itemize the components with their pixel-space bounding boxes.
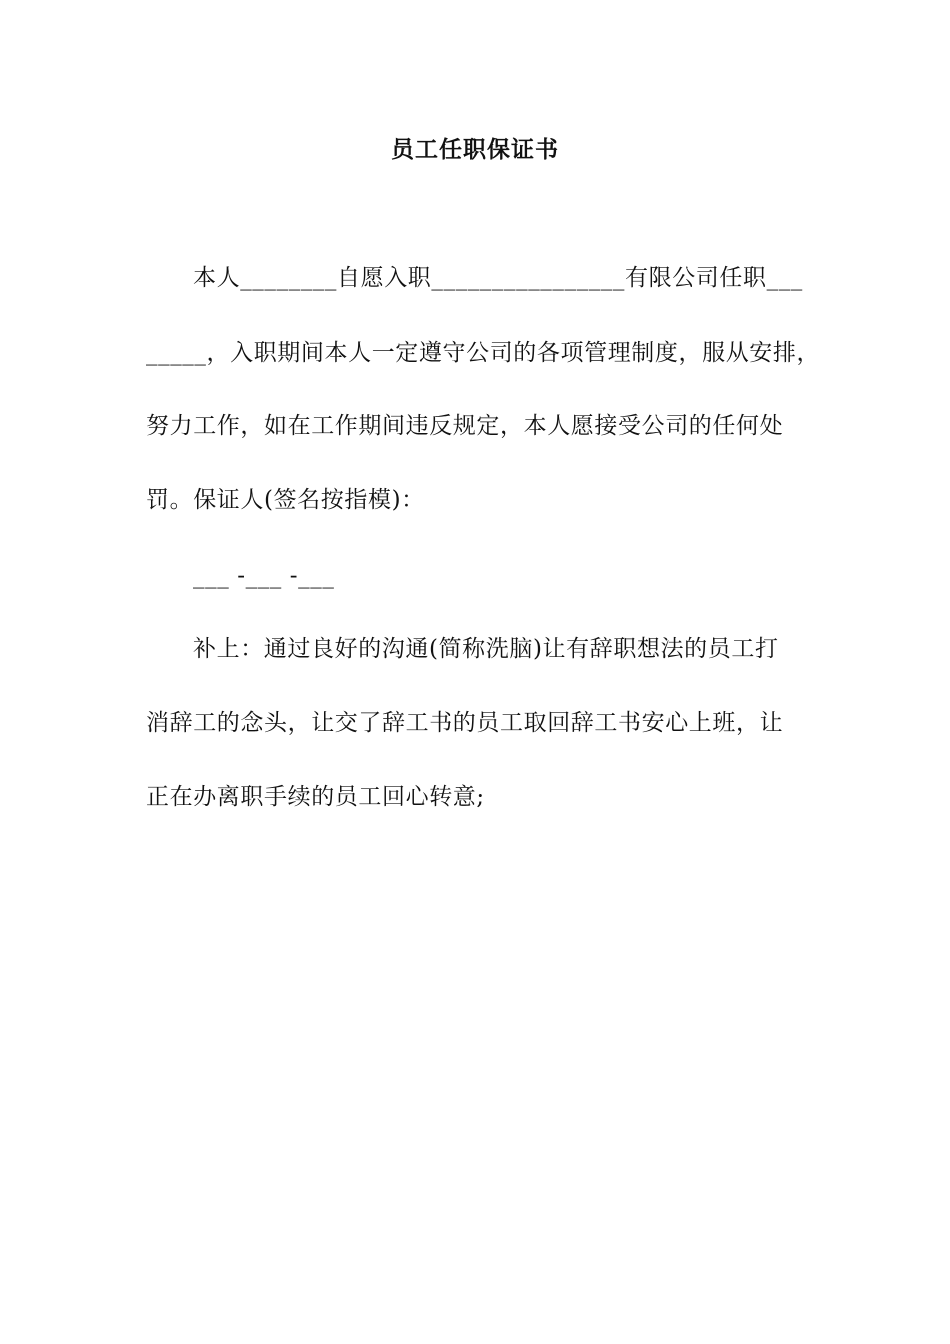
paragraph-line-1: 本人________自愿入职________________有限公司任职___ — [193, 265, 803, 291]
supplement-line-2: 消辞工的念头，让交了辞工书的员工取回辞工书安心上班，让 — [146, 710, 784, 736]
paragraph-line-3: 努力工作，如在工作期间违反规定，本人愿接受公司的任何处 — [146, 413, 784, 439]
supplement-line-1: 补上：通过良好的沟通(简称洗脑)让有辞职想法的员工打 — [193, 636, 779, 662]
date-blank: ___ -___ -___ — [193, 563, 335, 589]
guarantor-signature-label: 罚。保证人(签名按指模)： — [146, 487, 425, 513]
supplement-line-3: 正在办离职手续的员工回心转意; — [146, 784, 485, 810]
document-title: 员工任职保证书 — [391, 136, 559, 163]
paragraph-line-2: _____，入职期间本人一定遵守公司的各项管理制度，服从安排， — [146, 340, 821, 366]
